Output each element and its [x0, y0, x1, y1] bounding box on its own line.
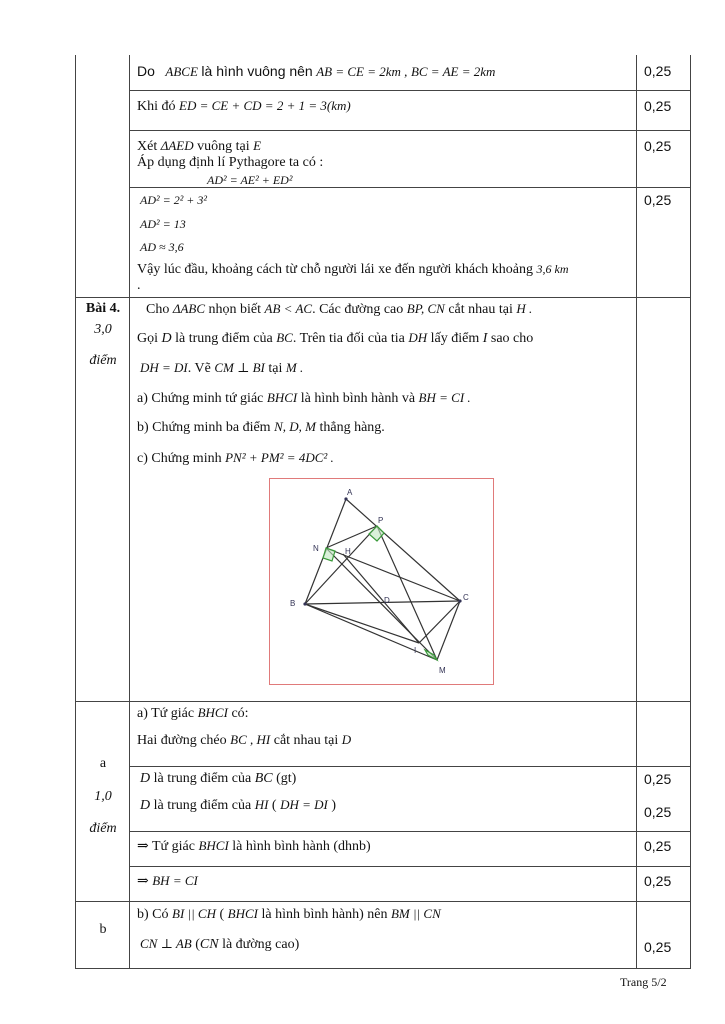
row-divider — [129, 866, 691, 867]
right-angle-N — [323, 548, 335, 561]
segment-BC — [305, 601, 460, 604]
row2-text: Khi đó ED = CE + CD = 2 + 1 = 3(km) — [137, 98, 351, 114]
bai4-question-a: a) Chứng minh tứ giác BHCI là hình bình hành và BH = CI . — [137, 390, 471, 406]
part-a-heading: a) Tứ giác BHCI có: — [137, 705, 249, 721]
row4-conclusion: Vậy lúc đầu, khoảng cách từ chỗ người lái xe đến người khách khoảng 3,6 km — [137, 262, 569, 277]
row4-dot: . — [137, 278, 141, 293]
bai4-question-c: c) Chứng minh PN² + PM² = 4DC² . — [137, 450, 334, 466]
segment-CI — [419, 601, 460, 643]
row3-line1: Xét ΔAED vuông tại E — [137, 138, 262, 154]
row-divider — [129, 130, 691, 131]
point-B — [303, 602, 306, 605]
part-b-label: b — [99, 922, 107, 937]
part-a-score: 1,0 — [94, 789, 112, 804]
row4-eq2: AD² = 13 — [140, 217, 186, 231]
label-C: C — [463, 593, 469, 602]
bai4-unit: điểm — [89, 353, 117, 368]
part-a-step1: D là trung điểm của BC (gt) — [140, 771, 297, 786]
part-a-points-1: 0,25 — [644, 771, 672, 787]
label-D: D — [384, 596, 390, 605]
segment-CM — [437, 601, 460, 660]
bai4-line2: Gọi D là trung điểm của BC. Trên tia đối của tia DH lấy điểm I sao cho — [137, 330, 534, 346]
bai4-label: Bài 4. — [85, 301, 121, 316]
bai4-line3: DH = DI. Vẽ CM ⊥ BI tại M . — [140, 360, 304, 376]
row1-points: 0,25 — [644, 63, 672, 79]
part-a-unit: điểm — [89, 821, 117, 836]
part-a-step4: ⇒ BH = CI — [137, 873, 198, 889]
part-b-points-1: 0,25 — [644, 939, 672, 955]
label-A: A — [347, 488, 353, 497]
bai4-question-b: b) Chứng minh ba điểm N, D, M thẳng hàng. — [137, 419, 385, 435]
row-divider — [129, 831, 691, 832]
altitude-BP — [305, 526, 377, 604]
geometry-diagram — [270, 479, 492, 683]
part-a-points-4: 0,25 — [644, 873, 672, 889]
part-b-line1: b) Có BI || CH ( BHCI là hình bình hành) nên BM || CN — [137, 906, 441, 922]
segment-BM — [305, 604, 437, 660]
row3-formula: AD² = AE² + ED² — [207, 173, 293, 187]
page-footer: Trang 5/2 — [620, 975, 667, 989]
row-divider — [75, 297, 691, 298]
bai4-score: 3,0 — [94, 322, 112, 337]
label-B: B — [290, 599, 296, 608]
part-a-step3: ⇒ Tứ giác BHCI là hình bình hành (dhnb) — [137, 838, 371, 854]
part-a-points-2: 0,25 — [644, 804, 672, 820]
label-P: P — [378, 516, 384, 525]
row-divider — [129, 90, 691, 91]
label-M: M — [439, 666, 446, 675]
label-H: H — [345, 547, 351, 556]
part-a-diagonals: Hai đường chéo BC , HI cắt nhau tại D — [137, 732, 352, 748]
label-I: I — [414, 646, 417, 655]
segment-PM — [377, 526, 437, 660]
row4-eq1: AD² = 2² + 3² — [140, 193, 207, 207]
part-a-points-3: 0,25 — [644, 838, 672, 854]
part-b-line2: CN ⊥ AB (CN là đường cao) — [140, 936, 300, 952]
bai4-line1: Cho ΔABC nhọn biết AB < AC. Các đường cao BP, CN cắt nhau tại H . — [146, 301, 533, 317]
row3-points: 0,25 — [644, 138, 672, 154]
row3-line2: Áp dụng định lí Pythagore ta có : — [137, 155, 324, 170]
geometry-figure — [269, 478, 494, 685]
table-bottom-border — [75, 968, 691, 969]
row2-points: 0,25 — [644, 98, 672, 114]
row-divider — [75, 901, 691, 902]
row-divider — [129, 766, 691, 767]
row1-text: Do ABCE là hình vuông nên AB = CE = 2km , BC = AE = 2km — [137, 63, 496, 79]
part-a-step2: D là trung điểm của HI ( DH = DI ) — [140, 797, 337, 813]
part-a-label: a — [99, 756, 107, 771]
point-C — [458, 599, 461, 602]
label-N: N — [313, 544, 319, 553]
point-A — [344, 497, 347, 500]
row4-eq3: AD ≈ 3,6 — [140, 240, 184, 254]
row4-points: 0,25 — [644, 192, 672, 208]
row-divider — [75, 701, 691, 702]
